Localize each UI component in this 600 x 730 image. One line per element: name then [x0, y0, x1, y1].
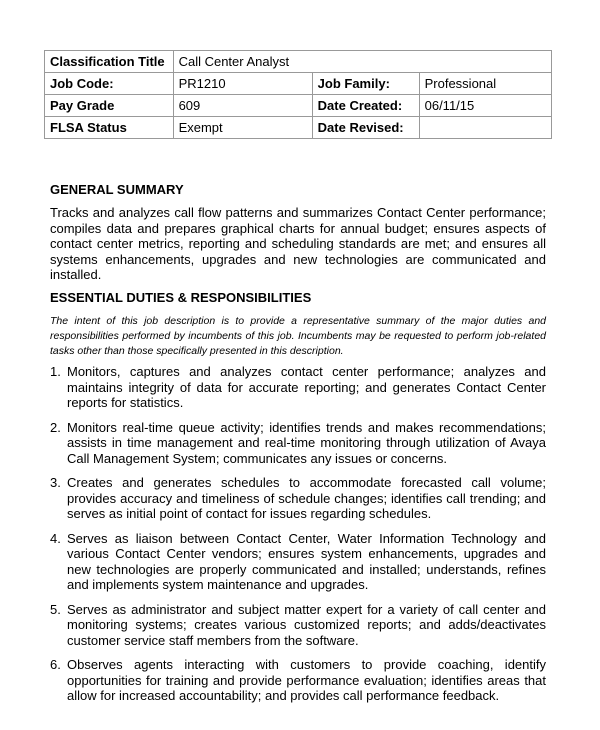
list-item-text: Serves as administrator and subject matter expert for a variety of call center and monitoring systems; creates various customized reports; and adds/deactivates customer service staff members from the software. — [67, 601, 546, 648]
list-item-text: Creates and generates schedules to accommodate forecasted call volume; provides accuracy and timeliness of schedule changes; identifies call trending; and serves as initial point of contact for issues regarding schedules. — [67, 475, 546, 521]
job-code-label: Job Code: — [45, 73, 174, 95]
classification-table — [44, 50, 552, 139]
general-summary-text: Tracks and analyzes call flow patterns and summarizes Contact Center performance; compiles data and prepares graphical charts for annual budget; ensures aspects of contact center metrics, reporting and scheduling standards are met; and ensures all systems enhancements, upgrades and new technologies are communicated and installed. — [50, 205, 546, 282]
classification-title-value: Call Center Analyst — [173, 51, 551, 73]
duties-intro: The intent of this job description is to provide a representative summary of the major duties and responsibilities performed by incumbents of this job. Incumbents may be requested to perform job-related tasks other than those specifically presented in this description. — [50, 315, 546, 357]
list-item — [50, 531, 546, 593]
general-summary-heading: GENERAL SUMMARY — [50, 182, 184, 197]
table-row — [45, 117, 552, 139]
list-item-number: 3. — [50, 475, 61, 490]
table-row — [45, 73, 552, 95]
list-item-number: 2. — [50, 419, 61, 435]
flsa-status-value: Exempt — [173, 117, 312, 139]
duties-heading: ESSENTIAL DUTIES & RESPONSIBILITIES — [50, 290, 312, 305]
list-item-text: Serves as liaison between Contact Center, Water Information Technology and various Contact Center vendors; ensures system enhancements, upgrades and new technologies are properly communicated and installed; understands, refines and implements system maintenance and upgrades. — [67, 530, 546, 592]
pay-grade-label: Pay Grade — [45, 95, 174, 117]
list-item-text: Monitors, captures and analyzes contact center performance; analyzes and maintains integrity of data for accurate reporting; and generates Contact Center reports for statistics. — [67, 364, 546, 410]
job-code-value: PR1210 — [173, 73, 312, 95]
date-created-label: Date Created: — [312, 95, 419, 117]
list-item-number: 4. — [50, 530, 61, 546]
date-revised-label: Date Revised: — [312, 117, 419, 139]
date-revised-value — [419, 117, 551, 139]
list-item — [50, 602, 546, 649]
table-row — [45, 51, 552, 73]
table-row — [45, 95, 552, 117]
list-item — [50, 420, 546, 467]
classification-title-label: Classification Title — [45, 51, 174, 73]
list-item-number: 1. — [50, 364, 61, 379]
list-item-text: Observes agents interacting with customers to provide coaching, identify opportunities for training and provide performance evaluation; identifies areas that allow for increased accountability; and provides call performance feedback. — [67, 657, 546, 703]
pay-grade-value: 609 — [173, 95, 312, 117]
date-created-value: 06/11/15 — [419, 95, 551, 117]
list-item-number: 6. — [50, 657, 61, 672]
job-family-label: Job Family: — [312, 73, 419, 95]
job-family-value: Professional — [419, 73, 551, 95]
list-item-number: 5. — [50, 601, 61, 617]
duties-list — [50, 364, 546, 713]
list-item — [50, 364, 546, 411]
flsa-status-label: FLSA Status — [45, 117, 174, 139]
list-item — [50, 657, 546, 704]
list-item-text: Monitors real-time queue activity; identifies trends and makes recommendations; assists in time management and real-time monitoring through utilization of Avaya Call Management System; communicates any issues or concerns. — [67, 419, 546, 466]
list-item — [50, 475, 546, 522]
